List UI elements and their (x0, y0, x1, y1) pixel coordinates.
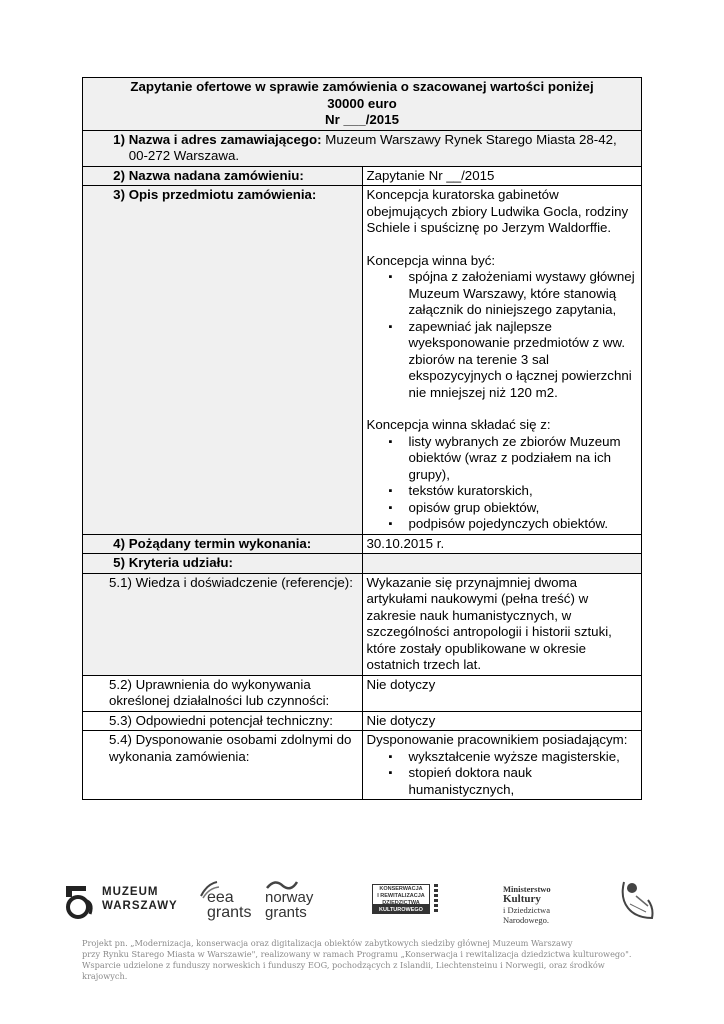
row-number: 1) (113, 131, 125, 147)
norway-grants-logo (265, 878, 314, 921)
section1-list (367, 269, 638, 401)
eea-line-2: grants (207, 904, 252, 921)
footnote-line-4: krajowych. (82, 971, 128, 981)
personnel-heading: Dysponowanie pracownikiem posiadającym: (366, 732, 628, 747)
muzeum-warszawy-logo (64, 882, 178, 925)
deadline-label: Pożądany termin wykonania: (128, 535, 312, 551)
row-orderer (83, 130, 642, 166)
heritage-emblem-logo (618, 878, 658, 927)
section2-list (367, 434, 638, 533)
list-item: ▪ spójna z założeniami wystawy głównej Muzeum Warszawy, które stanowią załącznik do niniejszego zapytania, (367, 269, 638, 319)
list-item: ▪ wykształcenie wyższe magisterskie, (367, 749, 638, 766)
description-value (362, 186, 642, 535)
permissions-label: 5.2) Uprawnienia do wykonywania określonej działalności lub czynności: (83, 675, 363, 711)
personnel-list (367, 749, 638, 799)
list-item: ▪ zapewniać jak najlepsze wyeksponowanie przedmiotów z ww. zbiorów na terenie 3 sal ekspozycyjnych o łącznej powierzchni nie mniejszej niż 120 m2. (367, 319, 638, 402)
norway-line-1: norway (265, 889, 314, 906)
project-footnote (82, 938, 662, 982)
list-item: ▪ podpisów pojedynczych obiektów. (367, 516, 638, 533)
konserwacja-line-1: KONSERWACJA (379, 886, 423, 892)
section1-heading: Koncepcja winna być: (366, 252, 496, 268)
row-number: 3) (113, 187, 125, 202)
list-item: ▪ tekstów kuratorskich, (367, 483, 638, 500)
heritage-emblem-icon (618, 878, 658, 922)
footnote-line-1: Projekt pn. „Modernizacja, konserwacja oraz digitalizacja obiektów zabytkowych siedziby głównej Muzeum Warszawy (82, 938, 573, 948)
list-item: ▪ opisów grup obiektów, (367, 500, 638, 517)
muzeum-emblem-icon (64, 882, 96, 920)
knowledge-label: 5.1) Wiedza i doświadczenie (referencje): (83, 573, 363, 675)
konserwacja-stripes-icon (434, 884, 438, 914)
knowledge-value: Wykazanie się przynajmniej dwoma artykułami naukowymi (pełna treść) w zakresie nauk humanistycznych, w szczególności antropologii i historii sztuki, które zostały opublikowane w okresie ostatnich trzech lat. (362, 573, 642, 675)
row-number: 5) (113, 555, 125, 570)
orderer-label: Nazwa i adres zamawiającego: (128, 131, 322, 147)
konserwacja-line-4: KULTUROWEGO (379, 907, 423, 913)
row-criteria-label-cell (83, 554, 363, 574)
technical-potential-value: Nie dotyczy (362, 711, 642, 731)
description-intro: Koncepcja kuratorska gabinetów obejmujących zbiory Ludwika Gocla, rodziny Schiele i spuściznę po Jerzym Waldorffie. (366, 187, 629, 235)
list-item: ▪ stopień doktora nauk humanistycznych, (367, 765, 638, 798)
personnel-label: 5.4) Dysponowanie osobami zdolnymi do wykonania zamówienia: (83, 731, 363, 800)
table-title (83, 78, 642, 131)
konserwacja-line-3: DZIEDZICTWA (382, 900, 420, 906)
section2-heading: Koncepcja winna składać się z: (366, 417, 551, 432)
row-deadline-label-cell (83, 534, 363, 554)
list-item: ▪ listy wybranych ze zbiorów Muzeum obiektów (wraz z podziałem na ich grupy), (367, 434, 638, 484)
row-number: 2) (113, 167, 125, 183)
konserwacja-line-2: I REWITALIZACJA (377, 893, 425, 899)
muzeum-line-1: MUZEUM (102, 886, 159, 898)
ministerstwo-logo (503, 884, 551, 925)
permissions-value: Nie dotyczy (362, 675, 642, 711)
row-description-label-cell (83, 186, 363, 535)
offer-request-table (82, 77, 642, 800)
eea-line-1: eea (207, 889, 234, 906)
row-name-label-cell (83, 166, 363, 186)
criteria-label: Kryteria udziału: (128, 555, 233, 570)
ministerstwo-line-4: Narodowego. (503, 915, 550, 925)
title-line-1: Zapytanie ofertowe w sprawie zamówienia o szacowanej wartości poniżej (130, 79, 594, 94)
deadline-value: 30.10.2015 r. (362, 534, 642, 554)
ministerstwo-line-1: Ministerstwo (503, 884, 551, 894)
orderer-value: Muzeum Warszawy Rynek Starego Miasta 28-42, 00-272 Warszawa. (128, 131, 617, 163)
ministerstwo-line-3: i Dziedzictwa (503, 905, 550, 915)
order-name-label: Nazwa nadana zamówieniu: (128, 167, 304, 183)
description-label: Opis przedmiotu zamówienia: (128, 187, 317, 202)
ministerstwo-line-2: Kultury (503, 893, 541, 905)
muzeum-line-2: WARSZAWY (102, 900, 178, 912)
row-number: 4) (113, 535, 125, 551)
footnote-line-2: przy Rynku Starego Miasta w Warszawie", realizowany w ramach Programu „Konserwacja i rewitalizacja dziedzictwa kulturowego". (82, 949, 632, 959)
footnote-line-3: Wsparcie udzielone z funduszy norweskich i funduszy EOG, pochodzących z Islandii, Liechtensteinu i Norwegii, oraz środków (82, 960, 605, 970)
order-name-value: Zapytanie Nr __/2015 (362, 166, 642, 186)
norway-line-2: grants (265, 904, 307, 921)
title-line-2: 30000 euro (327, 95, 397, 111)
personnel-value (362, 731, 642, 800)
title-line-3: Nr ___/2015 (325, 112, 399, 127)
eea-grants-logo (197, 878, 252, 921)
sponsor-logos (60, 872, 670, 942)
criteria-empty-cell (362, 554, 642, 574)
konserwacja-logo (372, 884, 430, 914)
technical-potential-label: 5.3) Odpowiedni potencjał techniczny: (83, 711, 363, 731)
